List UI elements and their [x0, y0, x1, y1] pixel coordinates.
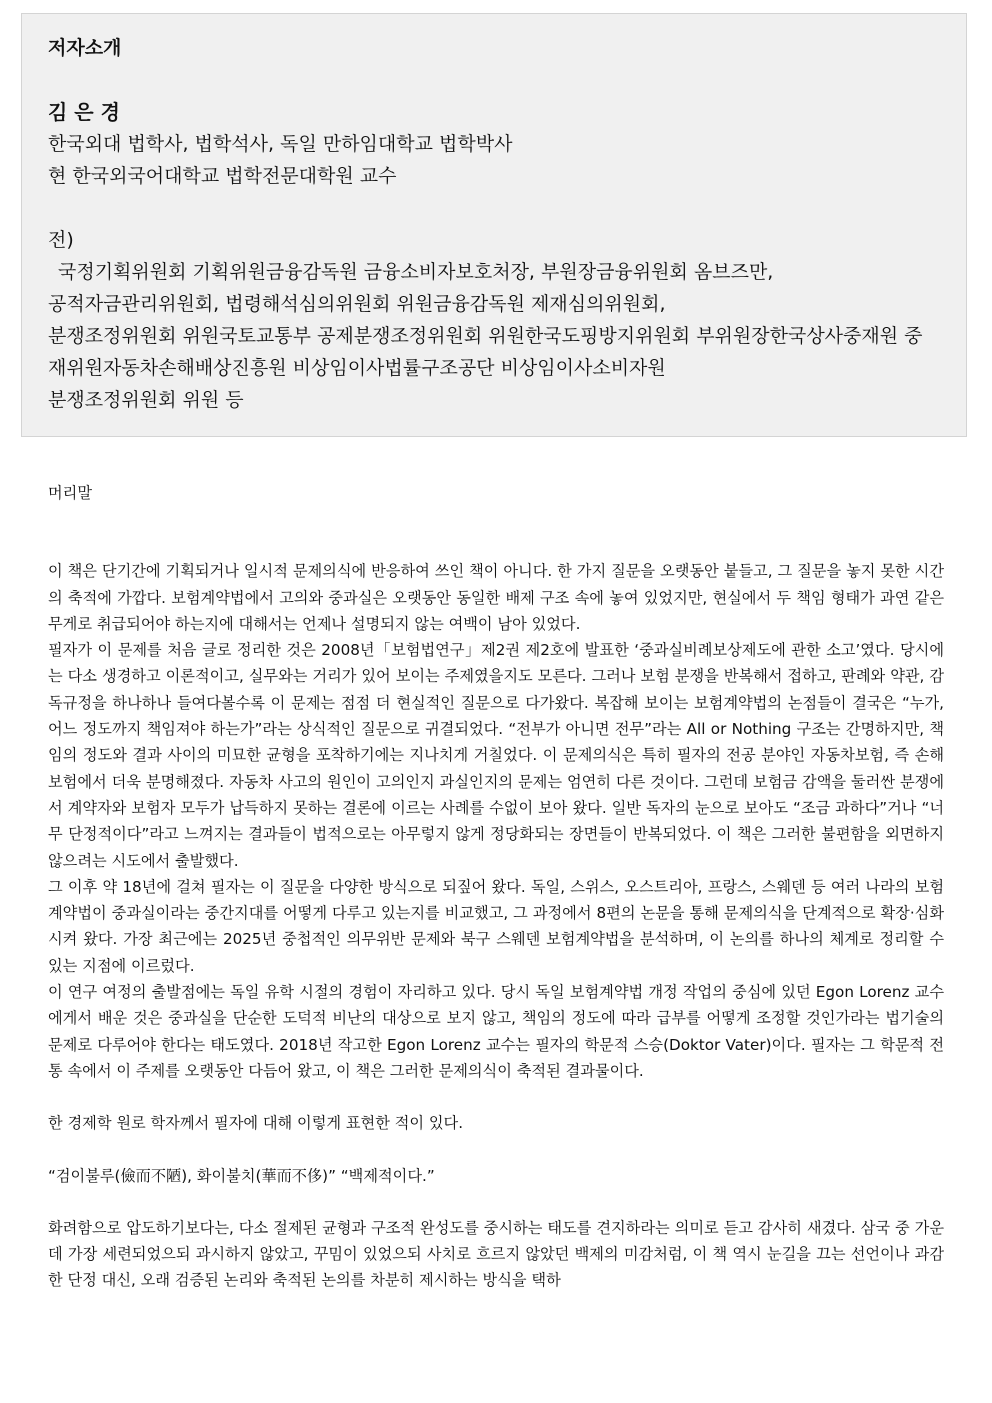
preface-section	[48, 480, 944, 1294]
spacer	[48, 1137, 944, 1163]
author-former-line: 공적자금관리위원회, 법령해석심의위원회 위원금융감독원 제재심의위원회,	[48, 293, 666, 315]
spacer	[48, 1084, 944, 1110]
author-intro-box	[21, 13, 967, 437]
preface-paragraph: 화려함으로 압도하기보다는, 다소 절제된 균형과 구조적 완성도를 중시하는 태도를 견지하라는 의미로 듣고 감사히 새겼다. 삼국 중 가운데 가장 세련되었으되 과시하지 않았고, 꾸밈이 있었으되 사치로 흐르지 않았던 백제의 미감처럼, 이 책 역시 눈길을 끄는 선언이나 과감한 단정 대신, 오래 검증된 논리와 축적된 논의를 차분히 제시하는 방식을 택하	[48, 1218, 944, 1290]
spacer	[48, 1189, 944, 1215]
author-intro-heading: 저자소개	[48, 37, 122, 59]
preface-paragraph: 필자가 이 문제를 처음 글로 정리한 것은 2008년「보험법연구」제2권 제2호에 발표한 ‘중과실비례보상제도에 관한 소고’였다. 당시에는 다소 생경하고 이론적이고, 실무와는 거리가 있어 보이는 주제였을지도 모른다. 그러나 보험 분쟁을 반복해서 접하고, 판례와 약관, 감독규정을 하나하나 들여다볼수록 이 문제는 점점 더 현실적인 질문으로 다가왔다. 복잡해 보이는 보험계약법의 논점들이 결국은 “누가, 어느 정도까지 책임져야 하는가”라는 상식적인 질문으로 귀결되었다. “전부가 아니면 전무”라는 All or Nothing 구조는 간명하지만, 책임의 정도와 결과 사이의 미묘한 균형을 포착하기에는 지나치게 거칠었다. 이 문제의식은 특히 필자의 전공 분야인 자동차보험, 즉 손해보험에서 더욱 분명해졌다. 자동차 사고의 원인이 고의인지 과실인지의 문제는 엄연히 다른 것이다. 그런데 보험금 감액을 둘러싼 분쟁에서 계약자와 보험자 모두가 납득하지 못하는 결론에 이르는 사례를 수없이 보아 왔다. 일반 독자의 눈으로 보아도 “조금 과하다”거나 “너무 단정적이다”라고 느껴지는 결과들이 법적으로는 아무렇지 않게 정당화되는 장면들이 반복되었다. 이 책은 그러한 불편함을 외면하지 않으려는 시도에서 출발했다.	[48, 641, 944, 870]
preface-paragraph: 이 연구 여정의 출발점에는 독일 유학 시절의 경험이 자리하고 있다. 당시 독일 보험계약법 개정 작업의 중심에 있던 Egon Lorenz 교수에게서 배운 것은 중과실을 단순한 도덕적 비난의 대상으로 보지 않고, 책임의 정도에 따라 급부를 어떻게 조정할 것인가라는 법기술의 문제로 다루어야 한다는 태도였다. 2018년 작고한 Egon Lorenz 교수는 필자의 학문적 스승(Doktor Vater)이다. 필자는 그 학문적 전통 속에서 이 주제를 오랫동안 다듬어 왔고, 이 책은 그러한 문제의식이 축적된 결과물이다.	[48, 983, 944, 1080]
preface-paragraph: 그 이후 약 18년에 걸쳐 필자는 이 질문을 다양한 방식으로 되짚어 왔다. 독일, 스위스, 오스트리아, 프랑스, 스웨덴 등 여러 나라의 보험계약법이 중과실이라는 중간지대를 어떻게 다루고 있는지를 비교했고, 그 과정에서 8편의 논문을 통해 문제의식을 단계적으로 확장·심화시켜 왔다. 가장 최근에는 2025년 중첩적인 의무위반 문제와 북구 스웨덴 보험계약법을 분석하며, 이 논의를 하나의 체계로 정리할 수 있는 지점에 이르렀다.	[48, 877, 944, 975]
spacer	[48, 506, 944, 558]
author-former-line: 분쟁조정위원회 위원 등	[48, 389, 244, 411]
author-current-position: 현 한국외국어대학교 법학전문대학원 교수	[48, 165, 397, 187]
author-education: 한국외대 법학사, 법학석사, 독일 만하임대학교 법학박사	[48, 133, 513, 155]
author-former-label: 전)	[48, 229, 74, 251]
spacer	[48, 64, 940, 96]
preface-title: 머리말	[48, 484, 93, 502]
preface-paragraph: 한 경제학 원로 학자께서 필자에 대해 이렇게 표현한 적이 있다.	[48, 1114, 464, 1133]
author-former-line: 분쟁조정위원회 위원국토교통부 공제분쟁조정위원회 위원한국도핑방지위원회 부위원장한국상사중재원 중재위원자동차손해배상진흥원 비상임이사법률구조공단 비상임이사소비자원	[48, 325, 923, 379]
spacer	[48, 192, 940, 224]
preface-quote: “검이불루(儉而不陋), 화이불치(華而不侈)” “백제적이다.”	[48, 1166, 435, 1185]
preface-paragraph: 이 책은 단기간에 기획되거나 일시적 문제의식에 반응하여 쓰인 책이 아니다. 한 가지 질문을 오랫동안 붙들고, 그 질문을 놓지 못한 시간의 축적에 가깝다. 보험계약법에서 고의와 중과실은 오랫동안 동일한 배제 구조 속에 놓여 있었지만, 현실에서 두 책임 형태가 과연 같은 무게로 취급되어야 하는지에 대해서는 언제나 설명되지 않는 여백이 남아 있었다.	[48, 562, 944, 633]
author-former-line: 국정기획위원회 기획위원금융감독원 금융소비자보호처장, 부원장금융위원회 옴브즈만,	[58, 261, 774, 283]
author-name: 김 은 경	[48, 100, 120, 124]
